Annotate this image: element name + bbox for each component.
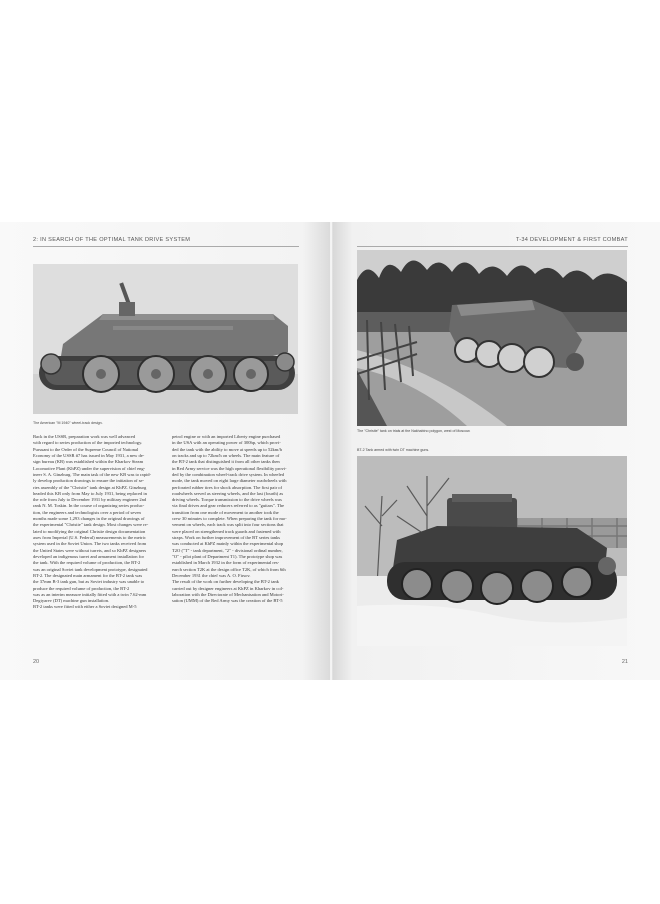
text-line: driving wheels. Torque transmission to the drive wheels was: [172, 497, 282, 503]
text-line: developed an indigenous turret and armament installation for: [33, 553, 144, 559]
text-line: ries assembly of the "Christie" tank design at KhPZ. Ginzburg: [33, 484, 147, 490]
text-line: vement on wheels, each track was split into four sections that: [172, 522, 284, 528]
bt2-tank-winter-photo: [357, 456, 627, 646]
left-header-rule: [33, 246, 299, 247]
text-line: BT-2 tanks were fitted with either a Soviet designed M-5: [33, 604, 137, 610]
paragraph-block: [172, 434, 300, 604]
text-line: the experimental "Christie" tank design. Most changes were re-: [33, 522, 149, 528]
text-line: produce the required volume of production, the BT-2: [33, 585, 130, 591]
right-page-number: 21: [621, 659, 628, 665]
left-running-head: 2: IN SEARCH OF THE OPTIMAL TANK DRIVE SYSTEM: [33, 237, 191, 243]
text-line: was conducted at KhPZ mainly within the experimental shop: [172, 541, 284, 547]
text-line: months made some 1,293 changes in the original drawings of: [33, 516, 145, 522]
right-photo1-caption: The "Christie" tank on trials at the Nakhabino polygon, west of Moscow.: [357, 429, 471, 433]
text-line: straps. Work on further improvement of the BT series tanks: [172, 535, 281, 540]
text-line: axes from Imperial (U.S. Federal) measurements to the metric: [33, 535, 146, 540]
text-line: Degtyarev (DT) machine gun installation.: [33, 598, 110, 604]
text-line: the United States were without turrets, and so KhPZ designers: [33, 547, 147, 553]
right-running-head: T-34 DEVELOPMENT & FIRST COMBAT: [515, 237, 628, 243]
left-text-column-2: [172, 434, 300, 604]
field-scene-illustration: [357, 250, 627, 426]
text-line: system used in the Soviet Union. The two tanks received from: [33, 541, 147, 547]
text-line: earch section T2K at the design office T2K, of which from 6th: [172, 566, 286, 572]
left-page-number: 20: [33, 659, 40, 665]
text-line: carried out by designer engineers at KhPZ in Kharkov in col-: [172, 585, 284, 591]
right-page: [333, 222, 660, 680]
text-line: in the USA with an operating power of 300hp, which provi-: [172, 440, 281, 446]
text-line: the BT-2 tank that distinguished it from all other tanks then: [172, 459, 280, 465]
text-line: The result of the work on further developing the BT-2 tank: [172, 579, 279, 585]
m1940-tank-photo: [33, 264, 298, 414]
text-line: rank N. M. Toskin. In the course of organizing series produc-: [33, 503, 145, 509]
winter-scene-illustration: [357, 456, 627, 646]
text-line: in Red Army service was the high operational flexibility provi-: [172, 465, 287, 471]
text-line: Pursuant to the Order of the Supreme Council of National: [33, 446, 139, 452]
book-gutter: [329, 222, 333, 680]
text-line: roadwheels served as steering wheels, and the last (fourth) as: [172, 490, 284, 496]
text-line: on tracks and up to 72km/h on wheels. The main feature of: [172, 452, 280, 458]
text-line: ineer S. A. Ginzburg. The main task of the new KB was to rapid-: [33, 471, 152, 477]
text-line: "O" - pilot plant of Department T1). The prototype shop was: [172, 553, 283, 559]
text-line: established in March 1932 in the form of experimental res-: [172, 560, 280, 566]
text-line: December 1931 the chief was A. O. Firsov.: [172, 572, 251, 578]
text-line: BT-2. The designated main armament for the BT-2 tank was: [33, 572, 143, 578]
christie-tank-trials-photo: [357, 250, 627, 426]
text-line: tion, the engineers and technologists over a period of seven: [33, 509, 141, 515]
text-line: via final drives and gear reducers referred to as "guitars". The: [172, 503, 285, 509]
text-line: Economy of the USSR #7 has issued in May 1931, a new de-: [33, 452, 145, 458]
left-photo-caption: The American "M 1940" wheel-track design.: [33, 421, 103, 425]
text-line: were placed on strengthened track guards and fastened with: [172, 528, 281, 534]
text-line: headed this KB only from May to July 1931, being replaced in: [33, 490, 147, 496]
text-line: laboration with the Directorate of Mechanisation and Motori-: [172, 591, 284, 597]
text-line: with regard to series production of the imported technology.: [33, 440, 143, 446]
text-line: T2O ("T" - tank department, "2" - divisional ordinal number,: [172, 547, 283, 553]
right-header-rule: [357, 246, 628, 247]
right-photo2-caption: BT-2 Tank armed with twin DT machine guns.: [357, 448, 430, 452]
text-line: ded by the combination wheel-track drive system. In wheeled: [172, 471, 284, 477]
text-line: perforated rubber tires for shock absorption. The first pair of: [172, 484, 283, 490]
tank-side-illustration: [33, 264, 298, 414]
text-line: Back in the USSR, preparation work was well advanced: [33, 434, 136, 439]
text-line: sign bureau (KB) was established within the Kharkov Steam: [33, 459, 144, 465]
text-line: the role from July to December 1931 by military engineer 2nd: [33, 497, 147, 503]
text-line: Locomotive Plant (KhPZ) under the supervision of chief eng-: [33, 465, 146, 471]
text-line: was as an interim measure initially fitted with a twin 7.62-mm: [33, 591, 147, 597]
paragraph-block: [33, 434, 165, 611]
left-text-column-1: [33, 434, 165, 611]
text-line: petrol engine or with an imported Liberty engine purchased: [172, 434, 281, 439]
text-line: mode, the tank moved on eight large diameter roadwheels with: [172, 478, 287, 484]
text-line: transition from one mode of movement to another took the: [172, 509, 279, 515]
text-line: the tank. With the required volume of production, the BT-2: [33, 560, 141, 566]
text-line: was an original Soviet tank development prototype, designated: [33, 566, 148, 572]
text-line: ded the tank with the ability to move at speeds up to 52km/h: [172, 446, 282, 452]
left-page: [0, 222, 329, 680]
text-line: the 37mm B-3 tank gun, but as Soviet industry was unable to: [33, 579, 145, 585]
text-line: ly develop production drawings to ensure the initiation of se-: [33, 478, 144, 484]
text-line: sation (UMM) of the Red Army was the creation of the BT-5: [172, 598, 283, 604]
text-line: lated to modifying the original Christie design documentation: [33, 528, 146, 534]
text-line: crew 30 minutes to complete. When preparing the tank for mo-: [172, 516, 287, 522]
